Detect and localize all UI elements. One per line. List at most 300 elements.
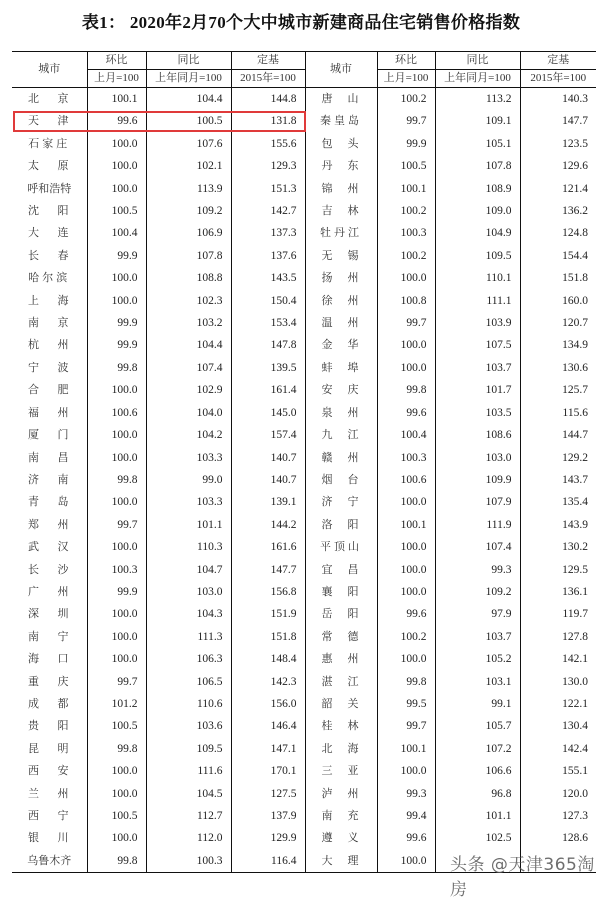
fixed-value-right: 147.7 — [520, 110, 596, 132]
table-row — [12, 805, 596, 827]
mom-value-left: 100.3 — [87, 559, 146, 581]
city-name-left — [12, 671, 87, 693]
fixed-value-right: 124.8 — [520, 222, 596, 244]
city-char: 南 — [28, 629, 39, 643]
mom-value-right: 100.2 — [377, 200, 435, 222]
city-name-left — [12, 357, 87, 379]
mom-value-left: 99.7 — [87, 514, 146, 536]
fixed-value-left: 127.5 — [231, 783, 305, 805]
city-name-right — [305, 626, 377, 648]
city-name-right — [305, 178, 377, 200]
city-char: 兰 — [28, 786, 39, 800]
mom-value-left: 99.9 — [87, 245, 146, 267]
city-char: 长 — [28, 248, 39, 262]
city-name-right — [305, 334, 377, 356]
city-char: 海 — [28, 652, 39, 666]
header-row-2 — [12, 70, 596, 88]
city-char: 州 — [347, 316, 359, 330]
city-char: 京 — [57, 92, 69, 105]
mom-value-right: 100.0 — [377, 850, 435, 873]
yoy-value-right: 105.2 — [435, 648, 520, 670]
city-name-left — [12, 559, 87, 581]
fixed-value-right: 142.1 — [520, 648, 596, 670]
city-char: 太 — [28, 159, 39, 173]
city-name-right — [305, 222, 377, 244]
city-char: 阳 — [57, 719, 69, 733]
city-char: 圳 — [57, 607, 69, 621]
watermark: 头条 @天津365淘房 — [450, 855, 595, 900]
city-name-right — [305, 424, 377, 446]
fixed-value-right: 135.4 — [520, 491, 596, 513]
city-name-left — [12, 760, 87, 782]
city-char: 肥 — [57, 383, 69, 397]
mom-value-left: 100.0 — [87, 178, 146, 200]
table-row — [12, 200, 596, 222]
city-char: 韶 — [321, 696, 333, 710]
city-name-left — [12, 581, 87, 603]
city-char: 汉 — [57, 540, 69, 554]
header-fixed-left: 定基 — [231, 52, 305, 70]
fixed-value-right: 142.4 — [520, 738, 596, 760]
city-char: 大 — [321, 853, 333, 867]
fixed-value-right: 129.6 — [520, 155, 596, 177]
yoy-value-right: 107.5 — [435, 334, 520, 356]
city-char: 关 — [347, 696, 359, 710]
fixed-value-right: 119.7 — [520, 603, 596, 625]
fixed-value-left: 156.8 — [231, 581, 305, 603]
fixed-value-right: 115.6 — [520, 402, 596, 424]
city-char: 成 — [28, 696, 39, 710]
yoy-value-left: 103.3 — [146, 491, 231, 513]
mom-value-right: 100.0 — [377, 648, 435, 670]
city-char: 锡 — [347, 248, 359, 262]
header-fixed-base-right: 2015年=100 — [520, 70, 596, 88]
table-row — [12, 245, 596, 267]
yoy-value-right: 108.6 — [435, 424, 520, 446]
table-row — [12, 357, 596, 379]
mom-value-right: 100.0 — [377, 559, 435, 581]
city-name-left — [12, 626, 87, 648]
yoy-value-left: 102.3 — [146, 290, 231, 312]
fixed-value-left: 142.3 — [231, 671, 305, 693]
mom-value-right: 99.5 — [377, 693, 435, 715]
fixed-value-left: 143.5 — [231, 267, 305, 289]
yoy-value-right: 104.9 — [435, 222, 520, 244]
city-char: 烟 — [321, 472, 333, 486]
mom-value-left: 100.5 — [87, 715, 146, 737]
city-char: 北 — [28, 92, 39, 105]
city-char: 福 — [28, 405, 39, 419]
city-name-right — [305, 671, 377, 693]
fixed-value-right: 143.7 — [520, 469, 596, 491]
yoy-value-right: 107.4 — [435, 536, 520, 558]
yoy-value-left: 108.8 — [146, 267, 231, 289]
mom-value-right: 100.6 — [377, 469, 435, 491]
mom-value-left: 100.0 — [87, 424, 146, 446]
city-char: 天 — [28, 114, 39, 128]
city-name-left — [12, 290, 87, 312]
mom-value-left: 100.5 — [87, 805, 146, 827]
table-row — [12, 267, 596, 289]
city-char: 赣 — [321, 450, 333, 464]
table-row — [12, 648, 596, 670]
city-char: 宁 — [57, 809, 69, 822]
fixed-value-left: 116.4 — [231, 850, 305, 873]
city-char: 华 — [347, 338, 359, 352]
yoy-value-left: 106.3 — [146, 648, 231, 670]
city-char: 贵 — [28, 719, 39, 733]
table-row — [12, 110, 596, 132]
city-char: 泉 — [321, 405, 333, 419]
city-name-right — [305, 312, 377, 334]
yoy-value-left: 109.5 — [146, 738, 231, 760]
city-name-left — [12, 222, 87, 244]
mom-value-right: 100.0 — [377, 536, 435, 558]
mom-value-left: 99.8 — [87, 738, 146, 760]
table-row — [12, 88, 596, 111]
city-char: 庆 — [57, 674, 69, 688]
table-row — [12, 693, 596, 715]
city-char: 埠 — [347, 360, 359, 374]
city-name-left — [12, 648, 87, 670]
mom-value-left: 99.6 — [87, 110, 146, 132]
city-name-left — [12, 715, 87, 737]
city-char: 岳 — [321, 607, 333, 621]
fixed-value-right: 127.8 — [520, 626, 596, 648]
yoy-value-left: 111.3 — [146, 626, 231, 648]
city-char: 山 — [347, 92, 359, 105]
city-char: 川 — [57, 831, 69, 845]
mom-value-right: 100.4 — [377, 424, 435, 446]
mom-value-right: 99.7 — [377, 110, 435, 132]
city-char: 惠 — [321, 652, 333, 666]
city-name-left — [12, 267, 87, 289]
table-row — [12, 155, 596, 177]
city-char: 理 — [347, 853, 359, 867]
mom-value-right: 100.5 — [377, 155, 435, 177]
yoy-value-right: 99.1 — [435, 693, 520, 715]
yoy-value-right: 103.7 — [435, 626, 520, 648]
city-name-left — [12, 469, 87, 491]
city-char: 沈 — [28, 204, 39, 218]
city-name-left — [12, 536, 87, 558]
yoy-value-left: 100.3 — [146, 850, 231, 873]
yoy-value-right: 109.2 — [435, 581, 520, 603]
header-yoy-base-left: 上年同月=100 — [146, 70, 231, 88]
fixed-value-right: 143.9 — [520, 514, 596, 536]
city-char: 州 — [57, 786, 69, 800]
city-name-right — [305, 110, 377, 132]
city-name-left — [12, 850, 87, 873]
mom-value-left: 99.9 — [87, 334, 146, 356]
table-row — [12, 222, 596, 244]
city-name-right — [305, 514, 377, 536]
yoy-value-right: 107.2 — [435, 738, 520, 760]
mom-value-right: 99.6 — [377, 827, 435, 849]
yoy-value-right: 106.6 — [435, 760, 520, 782]
city-char: 波 — [57, 360, 69, 374]
city-name-right — [305, 155, 377, 177]
city-char: 重 — [28, 674, 39, 688]
table-row — [12, 603, 596, 625]
header-mom-base-right: 上月=100 — [377, 70, 435, 88]
table-row — [12, 424, 596, 446]
city-char: 金 — [321, 338, 333, 352]
mom-value-left: 100.0 — [87, 447, 146, 469]
city-name-left — [12, 312, 87, 334]
city-char: 武 — [28, 540, 39, 554]
city-char: 安 — [57, 764, 69, 778]
mom-value-left: 100.0 — [87, 783, 146, 805]
city-char: 宁 — [28, 360, 39, 374]
city-char: 扬 — [321, 271, 333, 285]
fixed-value-right: 136.2 — [520, 200, 596, 222]
city-char: 州 — [57, 517, 69, 531]
city-char: 牡丹江 — [320, 226, 362, 240]
city-char: 宁 — [347, 495, 359, 509]
city-name-left — [12, 783, 87, 805]
yoy-value-left: 103.0 — [146, 581, 231, 603]
fixed-value-right: 154.4 — [520, 245, 596, 267]
city-char: 亚 — [347, 764, 359, 778]
city-char: 昆 — [28, 741, 39, 755]
mom-value-right: 100.1 — [377, 738, 435, 760]
city-char: 春 — [57, 248, 69, 262]
mom-value-left: 100.1 — [87, 88, 146, 111]
fixed-value-left: 139.1 — [231, 491, 305, 513]
mom-value-right: 99.6 — [377, 402, 435, 424]
city-name-left — [12, 88, 87, 111]
mom-value-right: 99.7 — [377, 715, 435, 737]
header-mom-right: 环比 — [377, 52, 435, 70]
city-char: 州 — [347, 405, 359, 419]
city-name-right — [305, 738, 377, 760]
city-name-right — [305, 133, 377, 155]
mom-value-right: 100.0 — [377, 267, 435, 289]
city-char: 阳 — [347, 517, 359, 531]
city-char: 包 — [321, 136, 333, 150]
mom-value-right: 99.7 — [377, 312, 435, 334]
fixed-value-left: 147.8 — [231, 334, 305, 356]
mom-value-left: 101.2 — [87, 693, 146, 715]
table-row — [12, 536, 596, 558]
table-row — [12, 559, 596, 581]
fixed-value-right: 134.9 — [520, 334, 596, 356]
city-char: 西 — [28, 809, 39, 822]
city-char: 州 — [57, 338, 69, 352]
city-char: 桂 — [321, 719, 333, 733]
yoy-value-right: 99.3 — [435, 559, 520, 581]
fixed-value-left: 150.4 — [231, 290, 305, 312]
city-char: 江 — [347, 674, 359, 688]
city-char: 上 — [28, 293, 39, 307]
mom-value-right: 100.0 — [377, 357, 435, 379]
fixed-value-right: 129.2 — [520, 447, 596, 469]
city-name-right — [305, 805, 377, 827]
mom-value-left: 100.0 — [87, 290, 146, 312]
header-yoy-right: 同比 — [435, 52, 520, 70]
fixed-value-left: 145.0 — [231, 402, 305, 424]
mom-value-left: 100.0 — [87, 133, 146, 155]
table-row — [12, 178, 596, 200]
yoy-value-right: 97.9 — [435, 603, 520, 625]
city-char: 蚌 — [321, 360, 333, 374]
yoy-value-right: 103.0 — [435, 447, 520, 469]
city-char: 银 — [28, 831, 39, 845]
city-char: 州 — [57, 405, 69, 419]
city-char: 宁 — [57, 629, 69, 643]
yoy-value-left: 103.3 — [146, 447, 231, 469]
table-row — [12, 312, 596, 334]
city-char: 济 — [28, 472, 39, 486]
header-city-left: 城市 — [12, 52, 87, 88]
header-yoy-base-right: 上年同月=100 — [435, 70, 520, 88]
fixed-value-left: 139.5 — [231, 357, 305, 379]
city-name-right — [305, 715, 377, 737]
mom-value-left: 100.0 — [87, 267, 146, 289]
city-char: 岛 — [57, 495, 69, 509]
city-char: 林 — [347, 204, 359, 218]
city-name-left — [12, 133, 87, 155]
yoy-value-right: 102.5 — [435, 827, 520, 849]
city-char: 都 — [57, 696, 69, 710]
fixed-value-right: 160.0 — [520, 290, 596, 312]
fixed-value-right: 125.7 — [520, 379, 596, 401]
city-char: 庆 — [347, 383, 359, 397]
fixed-value-left: 148.4 — [231, 648, 305, 670]
fixed-value-left: 144.2 — [231, 514, 305, 536]
city-name-left — [12, 805, 87, 827]
city-name-left — [12, 447, 87, 469]
city-char: 哈尔滨 — [28, 271, 71, 285]
mom-value-left: 100.0 — [87, 536, 146, 558]
fixed-value-right: 130.0 — [520, 671, 596, 693]
city-char: 锦 — [321, 181, 333, 195]
yoy-value-left: 106.5 — [146, 671, 231, 693]
city-name-left — [12, 738, 87, 760]
table-row — [12, 334, 596, 356]
yoy-value-right: 109.9 — [435, 469, 520, 491]
city-name-right — [305, 581, 377, 603]
fixed-value-left: 137.9 — [231, 805, 305, 827]
yoy-value-left: 104.0 — [146, 402, 231, 424]
fixed-value-left: 147.7 — [231, 559, 305, 581]
mom-value-right: 99.6 — [377, 603, 435, 625]
mom-value-right: 100.2 — [377, 245, 435, 267]
yoy-value-left: 104.4 — [146, 334, 231, 356]
city-char: 广 — [28, 584, 39, 598]
city-name-left — [12, 334, 87, 356]
mom-value-right: 100.8 — [377, 290, 435, 312]
mom-value-right: 100.1 — [377, 514, 435, 536]
city-name-right — [305, 88, 377, 111]
yoy-value-left: 107.4 — [146, 357, 231, 379]
city-char: 大 — [28, 226, 39, 240]
header-fixed-right: 定基 — [520, 52, 596, 70]
fixed-value-right: 130.6 — [520, 357, 596, 379]
yoy-value-left: 104.2 — [146, 424, 231, 446]
city-name-right — [305, 783, 377, 805]
mom-value-left: 99.7 — [87, 671, 146, 693]
city-char: 平顶山 — [320, 540, 362, 554]
fixed-value-right: 120.0 — [520, 783, 596, 805]
fixed-value-left: 140.7 — [231, 447, 305, 469]
yoy-value-left: 99.0 — [146, 469, 231, 491]
yoy-value-right: 110.1 — [435, 267, 520, 289]
yoy-value-right: 108.9 — [435, 178, 520, 200]
yoy-value-right: 109.5 — [435, 245, 520, 267]
table-row — [12, 671, 596, 693]
yoy-value-right: 103.7 — [435, 357, 520, 379]
city-char: 门 — [57, 428, 69, 442]
city-char: 厦 — [28, 428, 39, 442]
table-row — [12, 827, 596, 849]
mom-value-left: 100.0 — [87, 491, 146, 513]
yoy-value-left: 102.1 — [146, 155, 231, 177]
city-name-right — [305, 290, 377, 312]
mom-value-left: 100.5 — [87, 200, 146, 222]
city-char: 阳 — [347, 607, 359, 621]
city-char: 遵 — [321, 831, 333, 845]
fixed-value-right: 136.1 — [520, 581, 596, 603]
city-char: 林 — [347, 719, 359, 733]
city-name-left — [12, 402, 87, 424]
fixed-value-right: 140.3 — [520, 88, 596, 111]
city-name-left — [12, 693, 87, 715]
fixed-value-left: 137.3 — [231, 222, 305, 244]
yoy-value-right: 107.8 — [435, 155, 520, 177]
table-row — [12, 626, 596, 648]
city-char: 长 — [28, 562, 39, 576]
city-char: 昌 — [57, 450, 69, 464]
table-row — [12, 783, 596, 805]
city-char: 海 — [347, 741, 359, 755]
city-name-right — [305, 827, 377, 849]
city-char: 州 — [57, 584, 69, 598]
fixed-value-left: 170.1 — [231, 760, 305, 782]
city-char: 充 — [347, 809, 359, 822]
city-char: 海 — [57, 293, 69, 307]
fixed-value-left: 157.4 — [231, 424, 305, 446]
city-char: 襄 — [321, 584, 333, 598]
fixed-value-right: 127.3 — [520, 805, 596, 827]
city-char: 宜 — [321, 562, 333, 576]
fixed-value-left: 129.3 — [231, 155, 305, 177]
city-name-right — [305, 402, 377, 424]
city-char: 州 — [347, 786, 359, 800]
mom-value-left: 99.9 — [87, 581, 146, 603]
table-row — [12, 514, 596, 536]
table-row — [12, 760, 596, 782]
fixed-value-left: 142.7 — [231, 200, 305, 222]
city-char: 州 — [347, 271, 359, 285]
fixed-value-right: 155.1 — [520, 760, 596, 782]
yoy-value-left: 101.1 — [146, 514, 231, 536]
city-name-right — [305, 267, 377, 289]
mom-value-right: 99.8 — [377, 379, 435, 401]
header-yoy-left: 同比 — [146, 52, 231, 70]
yoy-value-right: 96.8 — [435, 783, 520, 805]
city-char: 义 — [347, 831, 359, 845]
city-char: 杭 — [28, 338, 39, 352]
fixed-value-left: 146.4 — [231, 715, 305, 737]
table-row — [12, 133, 596, 155]
city-char: 连 — [57, 226, 69, 240]
city-char: 阳 — [347, 584, 359, 598]
city-char: 温 — [321, 316, 333, 330]
fixed-value-right: 120.7 — [520, 312, 596, 334]
fixed-value-left: 137.6 — [231, 245, 305, 267]
